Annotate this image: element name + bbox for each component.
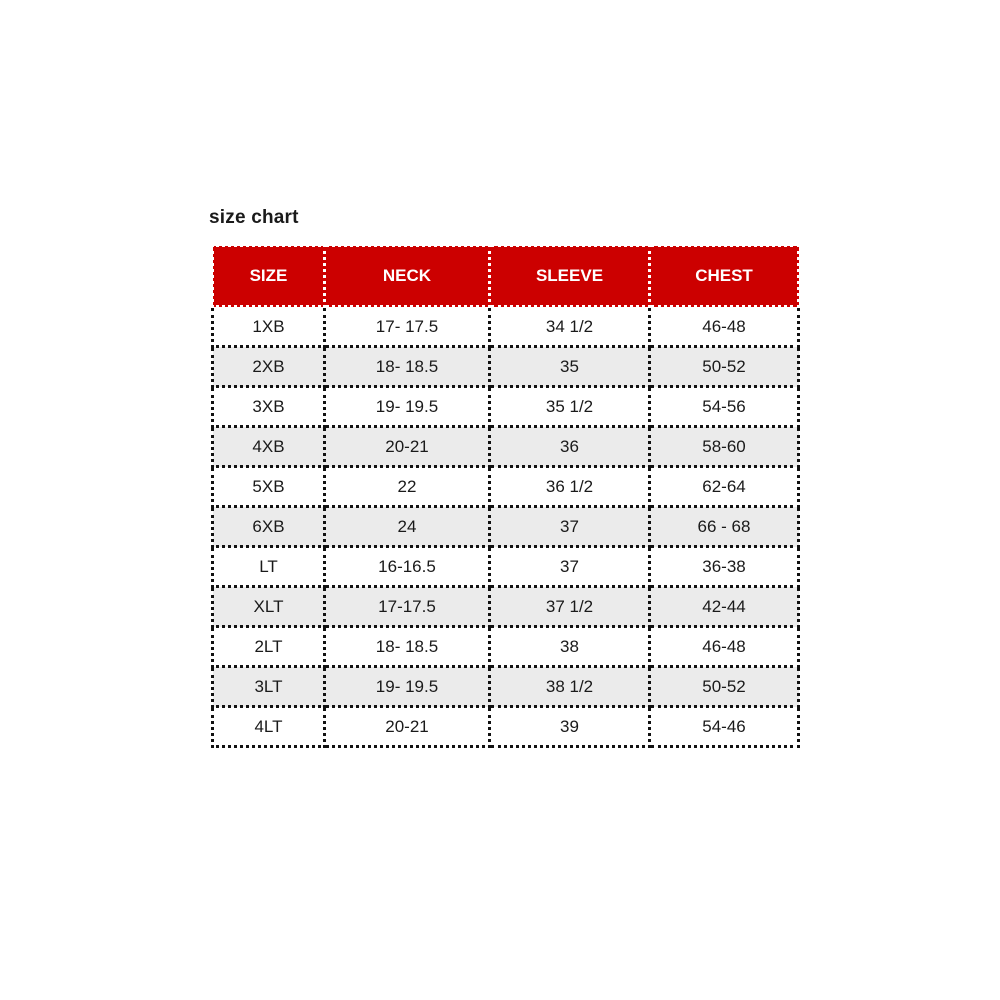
table-row: [213, 627, 799, 667]
cell-size: XLT: [213, 587, 325, 627]
table-row: [213, 467, 799, 507]
table-row: [213, 707, 799, 747]
cell-sleeve: 35: [490, 347, 650, 387]
header-sleeve: SLEEVE: [490, 246, 650, 307]
cell-chest: 54-56: [650, 387, 799, 427]
cell-chest: 46-48: [650, 307, 799, 347]
cell-chest: 46-48: [650, 627, 799, 667]
table-row: [213, 507, 799, 547]
cell-sleeve: 39: [490, 707, 650, 747]
cell-chest: 50-52: [650, 347, 799, 387]
cell-neck: 17-17.5: [325, 587, 490, 627]
cell-sleeve: 36: [490, 427, 650, 467]
cell-size: 6XB: [213, 507, 325, 547]
cell-neck: 16-16.5: [325, 547, 490, 587]
cell-neck: 17- 17.5: [325, 307, 490, 347]
cell-sleeve: 35 1/2: [490, 387, 650, 427]
header-neck: NECK: [325, 246, 490, 307]
page-title: size chart: [209, 207, 299, 228]
header-size: SIZE: [213, 246, 325, 307]
cell-chest: 36-38: [650, 547, 799, 587]
cell-size: 4LT: [213, 707, 325, 747]
table-row: [213, 307, 799, 347]
cell-sleeve: 38 1/2: [490, 667, 650, 707]
cell-neck: 20-21: [325, 707, 490, 747]
table-row: [213, 667, 799, 707]
cell-neck: 18- 18.5: [325, 627, 490, 667]
cell-size: 2XB: [213, 347, 325, 387]
cell-neck: 19- 19.5: [325, 387, 490, 427]
table-header-row: [213, 246, 799, 307]
table-row: [213, 587, 799, 627]
cell-chest: 62-64: [650, 467, 799, 507]
cell-neck: 18- 18.5: [325, 347, 490, 387]
cell-size: 1XB: [213, 307, 325, 347]
cell-size: 3LT: [213, 667, 325, 707]
table-row: [213, 347, 799, 387]
cell-chest: 42-44: [650, 587, 799, 627]
cell-chest: 66 - 68: [650, 507, 799, 547]
cell-neck: 20-21: [325, 427, 490, 467]
cell-chest: 54-46: [650, 707, 799, 747]
cell-sleeve: 37 1/2: [490, 587, 650, 627]
cell-chest: 50-52: [650, 667, 799, 707]
cell-neck: 22: [325, 467, 490, 507]
cell-chest: 58-60: [650, 427, 799, 467]
cell-size: 3XB: [213, 387, 325, 427]
table-row: [213, 547, 799, 587]
cell-size: LT: [213, 547, 325, 587]
cell-size: 2LT: [213, 627, 325, 667]
cell-neck: 19- 19.5: [325, 667, 490, 707]
cell-size: 4XB: [213, 427, 325, 467]
size-chart-table: [211, 244, 800, 748]
table-row: [213, 427, 799, 467]
cell-sleeve: 37: [490, 547, 650, 587]
header-chest: CHEST: [650, 246, 799, 307]
cell-sleeve: 38: [490, 627, 650, 667]
cell-size: 5XB: [213, 467, 325, 507]
table-row: [213, 387, 799, 427]
cell-sleeve: 36 1/2: [490, 467, 650, 507]
cell-neck: 24: [325, 507, 490, 547]
cell-sleeve: 34 1/2: [490, 307, 650, 347]
cell-sleeve: 37: [490, 507, 650, 547]
